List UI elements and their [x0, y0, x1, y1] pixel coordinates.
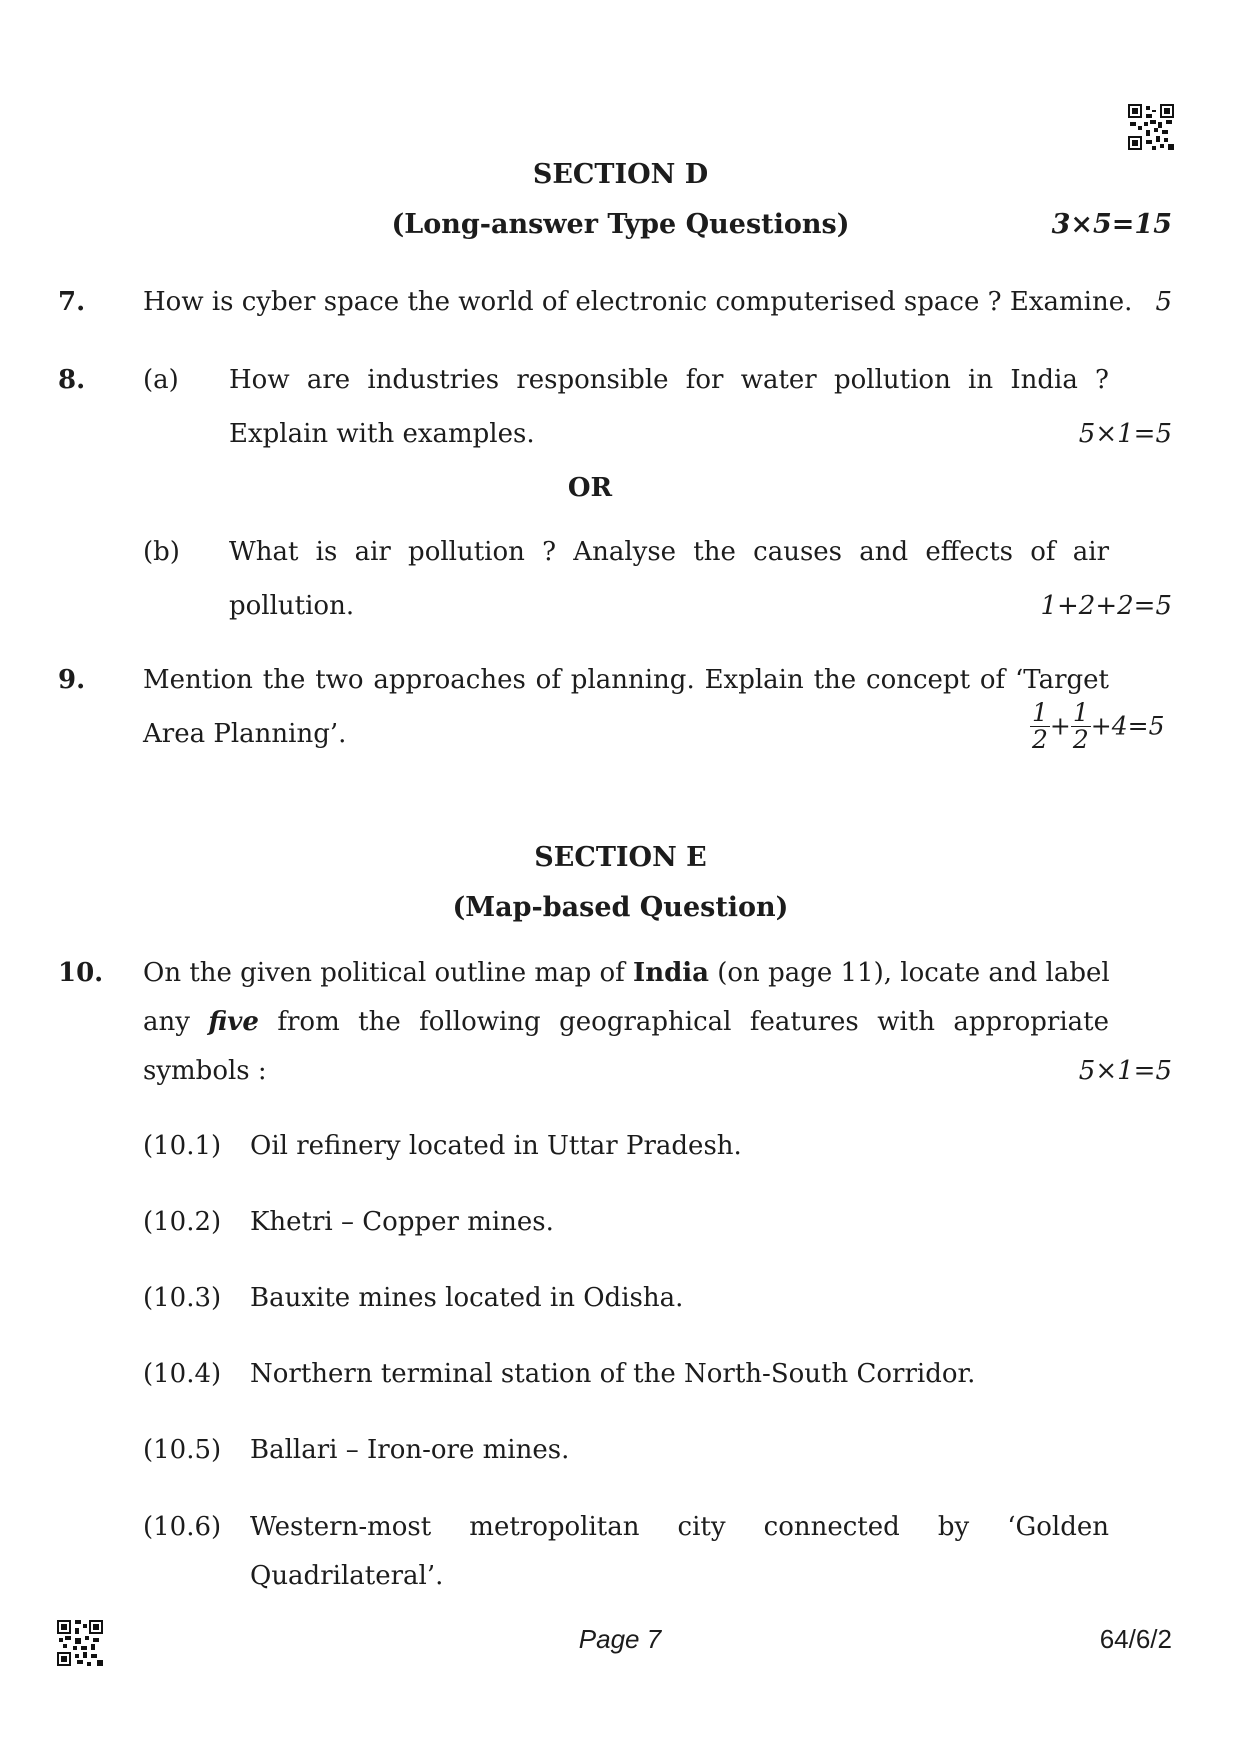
fraction-denominator: 2 — [1032, 725, 1048, 754]
section-e-subtitle: (Map-based Question) — [452, 892, 789, 923]
question-text: pollution. — [229, 591, 355, 621]
list-item: Northern terminal station of the North-South Corridor. — [250, 1359, 976, 1389]
fraction-denominator: 2 — [1072, 725, 1089, 754]
question-text — [143, 1006, 1109, 1038]
question-marks: 5×1=5 — [1078, 1056, 1172, 1086]
question-marks-fraction — [1030, 700, 1164, 753]
list-item: Oil refinery located in Uttar Pradesh. — [250, 1131, 742, 1161]
question-number: 9. — [58, 665, 86, 695]
question-text — [143, 957, 1109, 989]
question-marks: 1+2+2=5 — [1040, 591, 1172, 621]
list-item-label: (10.3) — [143, 1283, 222, 1313]
plus-sign: + — [1049, 711, 1071, 741]
section-d-title: SECTION D — [532, 159, 709, 190]
list-item: Quadrilateral’. — [250, 1561, 444, 1591]
section-d-subtitle: (Long-answer Type Questions) — [391, 209, 850, 240]
question-text: How are industries responsible for water pollution in India ? — [229, 365, 1109, 395]
question-marks: 5×1=5 — [1078, 419, 1172, 449]
question-number: 10. — [58, 958, 104, 988]
question-number: 7. — [58, 287, 86, 317]
option-label: (a) — [143, 365, 179, 395]
paper-code: 64/6/2 — [1099, 1624, 1172, 1654]
or-separator: OR — [567, 473, 613, 503]
list-item: Western-most metropolitan city connected by ‘Golden — [250, 1512, 1109, 1542]
list-item-label: (10.2) — [143, 1207, 222, 1237]
list-item-label: (10.4) — [143, 1359, 222, 1389]
list-item-label: (10.5) — [143, 1435, 222, 1465]
question-text: What is air pollution ? Analyse the causes and effects of air — [229, 537, 1109, 567]
fraction-numerator: 1 — [1032, 698, 1048, 727]
qr-code-top-icon — [1128, 104, 1174, 150]
marks-rest: +4=5 — [1090, 711, 1165, 741]
option-label: (b) — [143, 537, 180, 567]
text-run-bold: India — [633, 958, 709, 988]
question-text: Explain with examples. — [229, 419, 535, 449]
question-text: How is cyber space the world of electronic computerised space ? Examine. — [143, 287, 1133, 317]
text-run: from the following geographical features with appropriate — [258, 1007, 1109, 1037]
list-item: Ballari – Iron-ore mines. — [250, 1435, 570, 1465]
page-number: Page 7 — [578, 1624, 662, 1654]
text-run: any — [143, 1007, 209, 1037]
section-e-title: SECTION E — [534, 842, 707, 873]
question-text: Area Planning’. — [143, 719, 347, 749]
question-marks: 5 — [1155, 287, 1172, 317]
text-run: On the given political outline map of — [143, 958, 634, 988]
list-item-label: (10.6) — [143, 1512, 222, 1542]
question-text: Mention the two approaches of planning. Explain the concept of ‘Target — [143, 665, 1109, 695]
question-number: 8. — [58, 365, 86, 395]
list-item: Khetri – Copper mines. — [250, 1207, 554, 1237]
section-d-marks: 3×5=15 — [1051, 209, 1172, 240]
text-run: (on page 11), locate and label — [709, 958, 1110, 988]
fraction-numerator: 1 — [1072, 698, 1089, 727]
list-item: Bauxite mines located in Odisha. — [250, 1283, 684, 1313]
list-item-label: (10.1) — [143, 1131, 222, 1161]
qr-code-bottom-icon — [57, 1620, 103, 1666]
text-run-emphasis: five — [208, 1007, 259, 1037]
question-text: symbols : — [143, 1056, 267, 1086]
